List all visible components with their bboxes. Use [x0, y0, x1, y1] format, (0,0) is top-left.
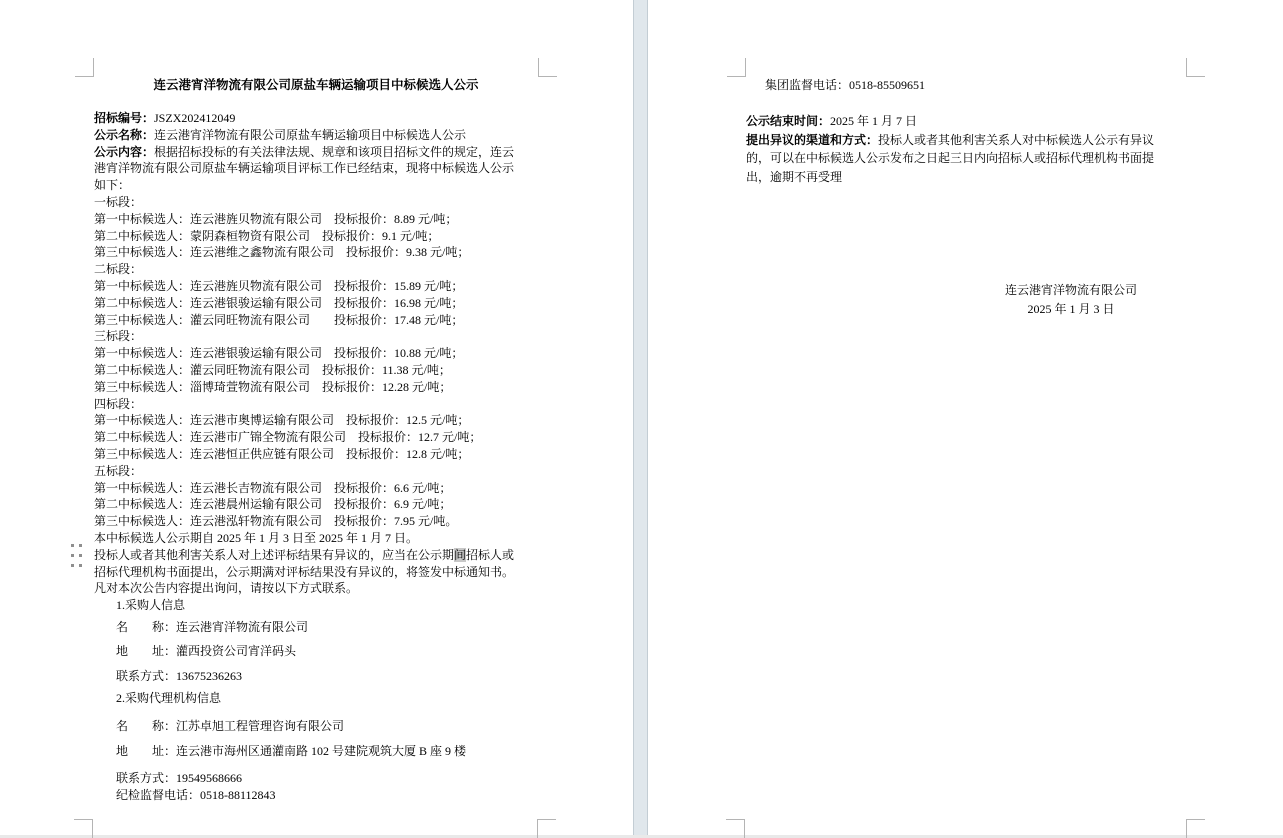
doc-line: 第三中标候选人：连云港恒正供应链有限公司 投标报价：12.8 元/吨； — [94, 446, 470, 461]
doc-line: 纪检监督电话：0518-88112843 — [116, 788, 276, 803]
doc-line: 凡对本次公告内容提出询问，请按以下方式联系。 — [94, 581, 359, 596]
doc-line: 地 址：灌西投资公司宵洋码头 — [116, 643, 297, 658]
doc-line: 第二中标候选人：连云港银骏运输有限公司 投标报价：16.98 元/吨； — [94, 295, 464, 310]
doc-line: 集团监督电话：0518-85509651 — [765, 78, 925, 92]
crop-mark — [1186, 58, 1205, 77]
doc-line: 招标编号：JSZX202412049 — [94, 111, 236, 125]
doc-line: 联系方式：13675236263 — [116, 669, 243, 684]
doc-line: 投标人或者其他利害关系人对上述评标结果有异议的，应当在公示期间招标人或 — [94, 547, 515, 562]
doc-line: 公示名称：连云港宵洋物流有限公司原盐车辆运输项目中标候选人公示 — [94, 127, 467, 142]
doc-line: 的，可以在中标候选人公示发布之日起三日内向招标人或招标代理机构书面提 — [746, 151, 1155, 166]
doc-line: 第一中标候选人：连云港长吉物流有限公司 投标报价：6.6 元/吨； — [94, 480, 452, 495]
signature-company: 连云港宵洋物流有限公司 — [1004, 283, 1137, 297]
crop-mark — [74, 819, 93, 838]
signature-block — [946, 281, 1196, 318]
doc-line: 提出异议的渠道和方式：投标人或者其他利害关系人对中标候选人公示有异议 — [746, 132, 1155, 147]
doc-line: 公示内容：根据招标投标的有关法律法规、规章和该项目招标文件的规定，连云 — [94, 144, 515, 159]
doc-line: 招标代理机构书面提出，公示期满对评标结果没有异议的，将签发中标通知书。 — [94, 564, 515, 579]
doc-line: 地 址：连云港市海州区通灌南路 102 号建院观筑大厦 B 座 9 楼 — [116, 743, 467, 758]
doc-line: 第三中标候选人：连云港维之鑫物流有限公司 投标报价：9.38 元/吨； — [94, 245, 470, 260]
crop-mark — [726, 819, 745, 838]
doc-line: 第二中标候选人：连云港市广锦全物流有限公司 投标报价：12.7 元/吨； — [94, 430, 482, 445]
doc-line: 第一中标候选人：连云港旌贝物流有限公司 投标报价：8.89 元/吨； — [94, 211, 458, 226]
doc-line: 第一中标候选人：连云港市奥博运输有限公司 投标报价：12.5 元/吨； — [94, 413, 470, 428]
doc-line: 名 称：连云港宵洋物流有限公司 — [116, 619, 309, 634]
crop-mark — [75, 58, 94, 77]
document-title: 连云港宵洋物流有限公司原盐车辆运输项目中标候选人公示 — [153, 78, 479, 92]
doc-line: 第三中标候选人：连云港泓轩物流有限公司 投标报价：7.95 元/吨。 — [94, 514, 458, 529]
crop-mark — [537, 819, 556, 838]
contact-info-block — [116, 597, 566, 804]
doc-line-section: 二标段： — [94, 262, 143, 277]
paragraph-drag-handle-icon[interactable] — [71, 544, 82, 567]
doc-line: 名 称：江苏卓旭工程管理咨询有限公司 — [116, 718, 345, 733]
doc-line: 如下： — [94, 178, 131, 193]
doc-line: 1.采购人信息 — [116, 598, 186, 612]
crop-mark — [538, 58, 557, 77]
doc-line: 第三中标候选人：灌云同旺物流有限公司 投标报价：17.48 元/吨； — [94, 312, 464, 327]
page-gap-divider — [633, 0, 648, 835]
doc-line: 第一中标候选人：连云港旌贝物流有限公司 投标报价：15.89 元/吨； — [94, 278, 464, 293]
signature-date: 2025 年 1 月 3 日 — [1027, 301, 1115, 316]
crop-mark — [1186, 819, 1205, 838]
doc-line: 2.采购代理机构信息 — [116, 691, 222, 706]
doc-line: 第一中标候选人：连云港银骏运输有限公司 投标报价：10.88 元/吨； — [94, 346, 464, 361]
doc-line-section: 一标段： — [94, 194, 143, 209]
doc-line-section: 五标段： — [94, 463, 143, 478]
doc-line: 出，逾期不再受理 — [746, 169, 843, 184]
doc-line-section: 三标段： — [94, 329, 143, 344]
doc-line: 第二中标候选人：蒙阴森桓物资有限公司 投标报价：9.1 元/吨； — [94, 228, 440, 243]
doc-line: 第三中标候选人：淄博琦萱物流有限公司 投标报价：12.28 元/吨； — [94, 379, 452, 394]
crop-mark — [727, 58, 746, 77]
doc-line: 本中标候选人公示期自 2025 年 1 月 3 日至 2025 年 1 月 7 日。 — [94, 530, 419, 545]
doc-line: 联系方式：19549568666 — [116, 770, 243, 785]
doc-line: 第二中标候选人：灌云同旺物流有限公司 投标报价：11.38 元/吨； — [94, 362, 451, 377]
document-body — [94, 110, 564, 597]
highlighted-char: 间 — [454, 547, 467, 562]
doc-line: 公示结束时间：2025 年 1 月 7 日 — [746, 114, 918, 128]
doc-line: 港宵洋物流有限公司原盐车辆运输项目评标工作已经结束，现将中标候选人公示 — [94, 161, 515, 176]
document-body-2 — [746, 112, 1206, 186]
doc-line-section: 四标段： — [94, 396, 143, 411]
doc-line: 第二中标候选人：连云港晨州运输有限公司 投标报价：6.9 元/吨； — [94, 497, 452, 512]
